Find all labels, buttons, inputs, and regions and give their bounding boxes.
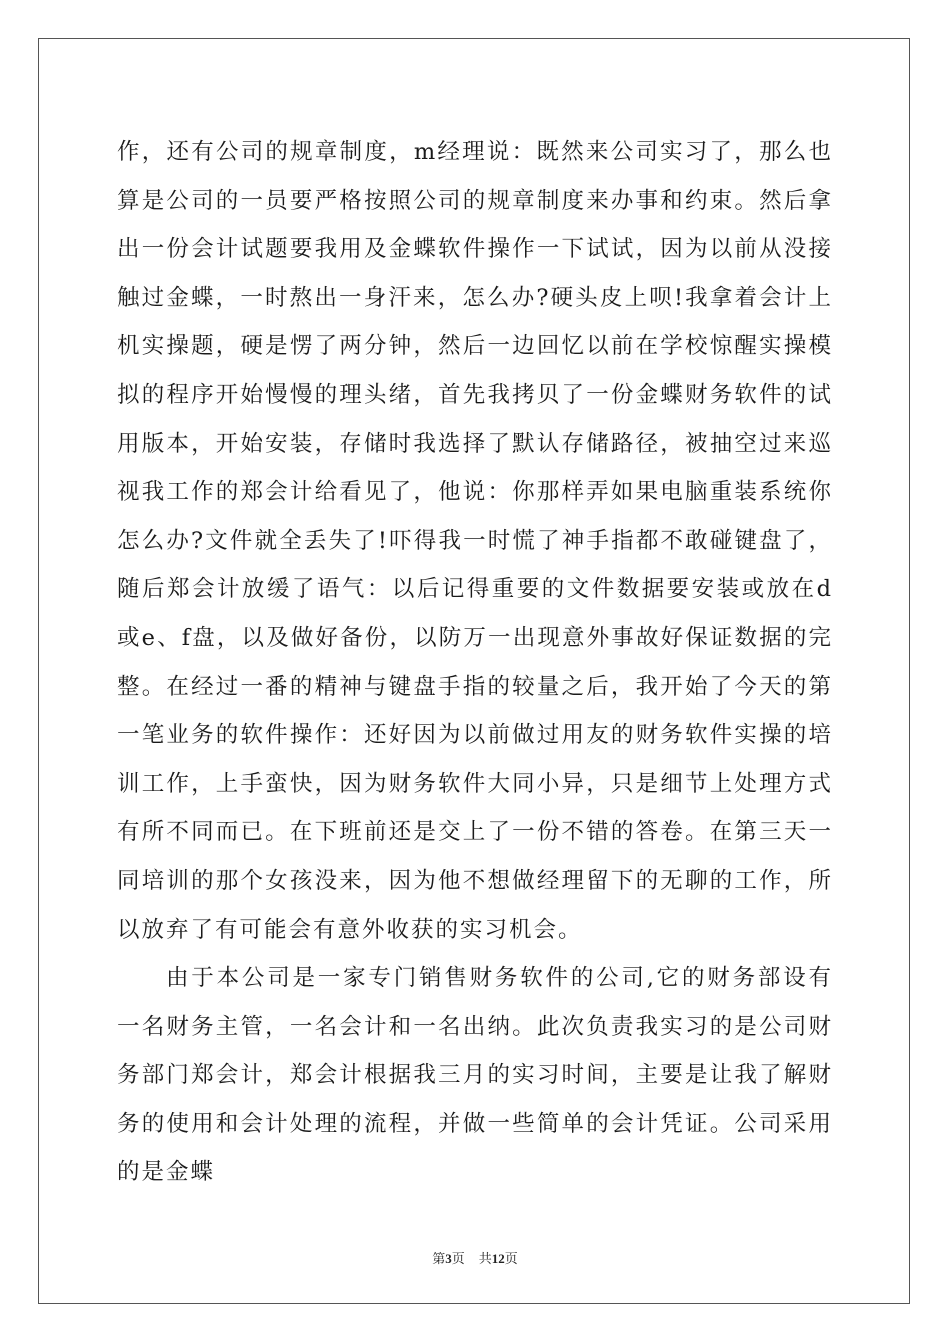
total-label-prefix: 共 bbox=[478, 1251, 492, 1266]
total-label-suffix: 页 bbox=[504, 1251, 518, 1266]
page-footer bbox=[0, 1248, 950, 1267]
page-label-suffix: 页 bbox=[451, 1251, 465, 1266]
body-paragraph-1: 作，还有公司的规章制度，m经理说：既然来公司实习了，那么也算是公司的一员要严格按照公司的规章制度来办事和约束。然后拿出一份会计试题要我用及金蝶软件操作一下试试，因为以前从没接触过金蝶，一时熬出一身汗来，怎么办?硬头皮上呗!我拿着会计上机实操题，硬是愣了两分钟，然后一边回忆以前在学校惊醒实操模拟的程序开始慢慢的理头绪，首先我拷贝了一份金蝶财务软件的试用版本，开始安装，存储时我选择了默认存储路径，被抽空过来巡视我工作的郑会计给看见了，他说：你那样弄如果电脑重装系统你怎么办?文件就全丢失了!吓得我一时慌了神手指都不敢碰键盘了，随后郑会计放缓了语气：以后记得重要的文件数据要安装或放在d 或e、f盘，以及做好备份，以防万一出现意外事故好保证数据的完整。在经过一番的精神与键盘手指的较量之后，我开始了今天的第一笔业务的软件操作：还好因为以前做过用友的财务软件实操的培训工作，上手蛮快，因为财务软件大同小异，只是细节上处理方式有所不同而已。在下班前还是交上了一份不错的答卷。在第三天一同培训的那个女孩没来，因为他不想做经理留下的无聊的工作，所以放弃了有可能会有意外收获的实习机会。 bbox=[117, 139, 833, 943]
current-page-number: 3 bbox=[445, 1251, 452, 1266]
page-label-prefix: 第 bbox=[432, 1251, 446, 1266]
document-body bbox=[117, 128, 833, 1197]
body-paragraph-2: 由于本公司是一家专门销售财务软件的公司,它的财务部设有一名财务主管，一名会计和一名出纳。此次负责我实习的是公司财务部门郑会计，郑会计根据我三月的实习时间，主要是让我了解财务的使用和会计处理的流程，并做一些简单的会计凭证。公司采用的是金蝶 bbox=[117, 965, 833, 1186]
total-page-count: 12 bbox=[491, 1251, 505, 1266]
